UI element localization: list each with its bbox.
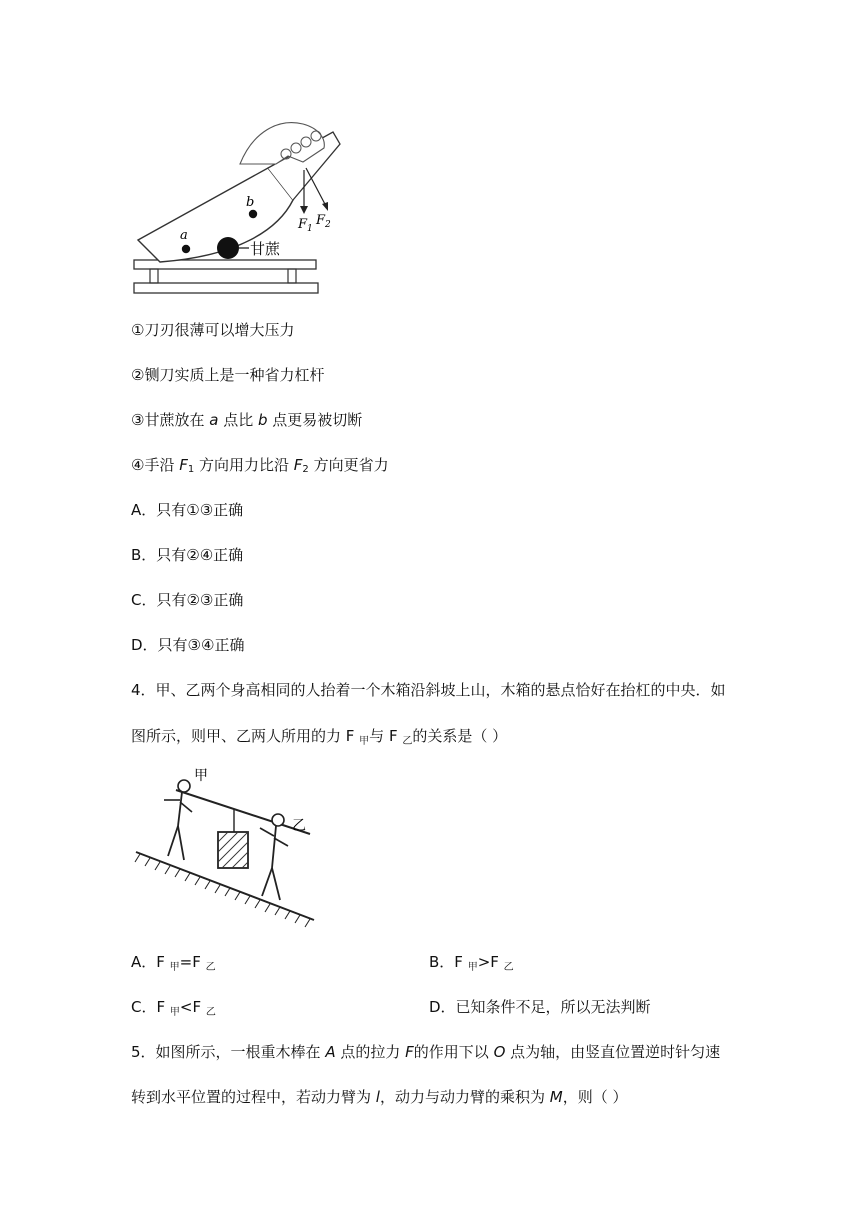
q5-stem-line2: 转到水平位置的过程中，若动力臂为 l，动力与动力臂的乘积为 M，则（ ） — [131, 1088, 628, 1106]
q3-option-b: B．只有②④正确 — [131, 546, 244, 564]
q4-stem-line1: 4．甲、乙两个身高相同的人抬着一个木箱沿斜坡上山，木箱的悬点恰好在抬杠的中央．如 — [131, 681, 726, 699]
statement-2: ②铡刀实质上是一种省力杠杆 — [131, 366, 325, 384]
q4-option-c: C．F $_甲$<F $_乙$ — [131, 998, 216, 1018]
q3-option-c: C．只有②③正确 — [131, 591, 244, 609]
q3-option-a: A．只有①③正确 — [131, 501, 244, 519]
q3-option-d: D．只有③④正确 — [131, 636, 245, 654]
label-f2: $F_2$ — [316, 213, 331, 230]
label-sugarcane: 甘蔗 — [250, 240, 281, 258]
label-jia: 甲 — [194, 768, 208, 784]
q4-option-b: B．F $_甲$>F $_乙$ — [429, 953, 514, 973]
label-f1: $F_1$ — [298, 217, 313, 234]
statement-3: ③甘蔗放在 a 点比 b 点更易被切断 — [131, 411, 363, 429]
slope-figure — [132, 768, 318, 928]
q4-option-a: A．F $_甲$=F $_乙$ — [131, 953, 216, 973]
label-yi: 乙 — [292, 818, 306, 834]
statement-1: ①刀刃很薄可以增大压力 — [131, 321, 295, 339]
q5-stem-line1: 5．如图所示，一根重木棒在 A 点的拉力 F的作用下以 O 点为轴，由竖直位置逆时针匀速 — [131, 1043, 721, 1061]
q4-option-d: D．已知条件不足，所以无法判断 — [429, 998, 651, 1016]
q4-stem-line2: 图所示，则甲、乙两人所用的力 F $_甲$与 F $_乙$的关系是（ ） — [131, 727, 508, 747]
cutter-figure — [128, 118, 331, 298]
label-a: a — [180, 228, 188, 243]
statement-4: ④手沿 $F_1$ 方向用力比沿 $F_2$ 方向更省力 — [131, 456, 389, 475]
label-b: b — [246, 195, 255, 210]
